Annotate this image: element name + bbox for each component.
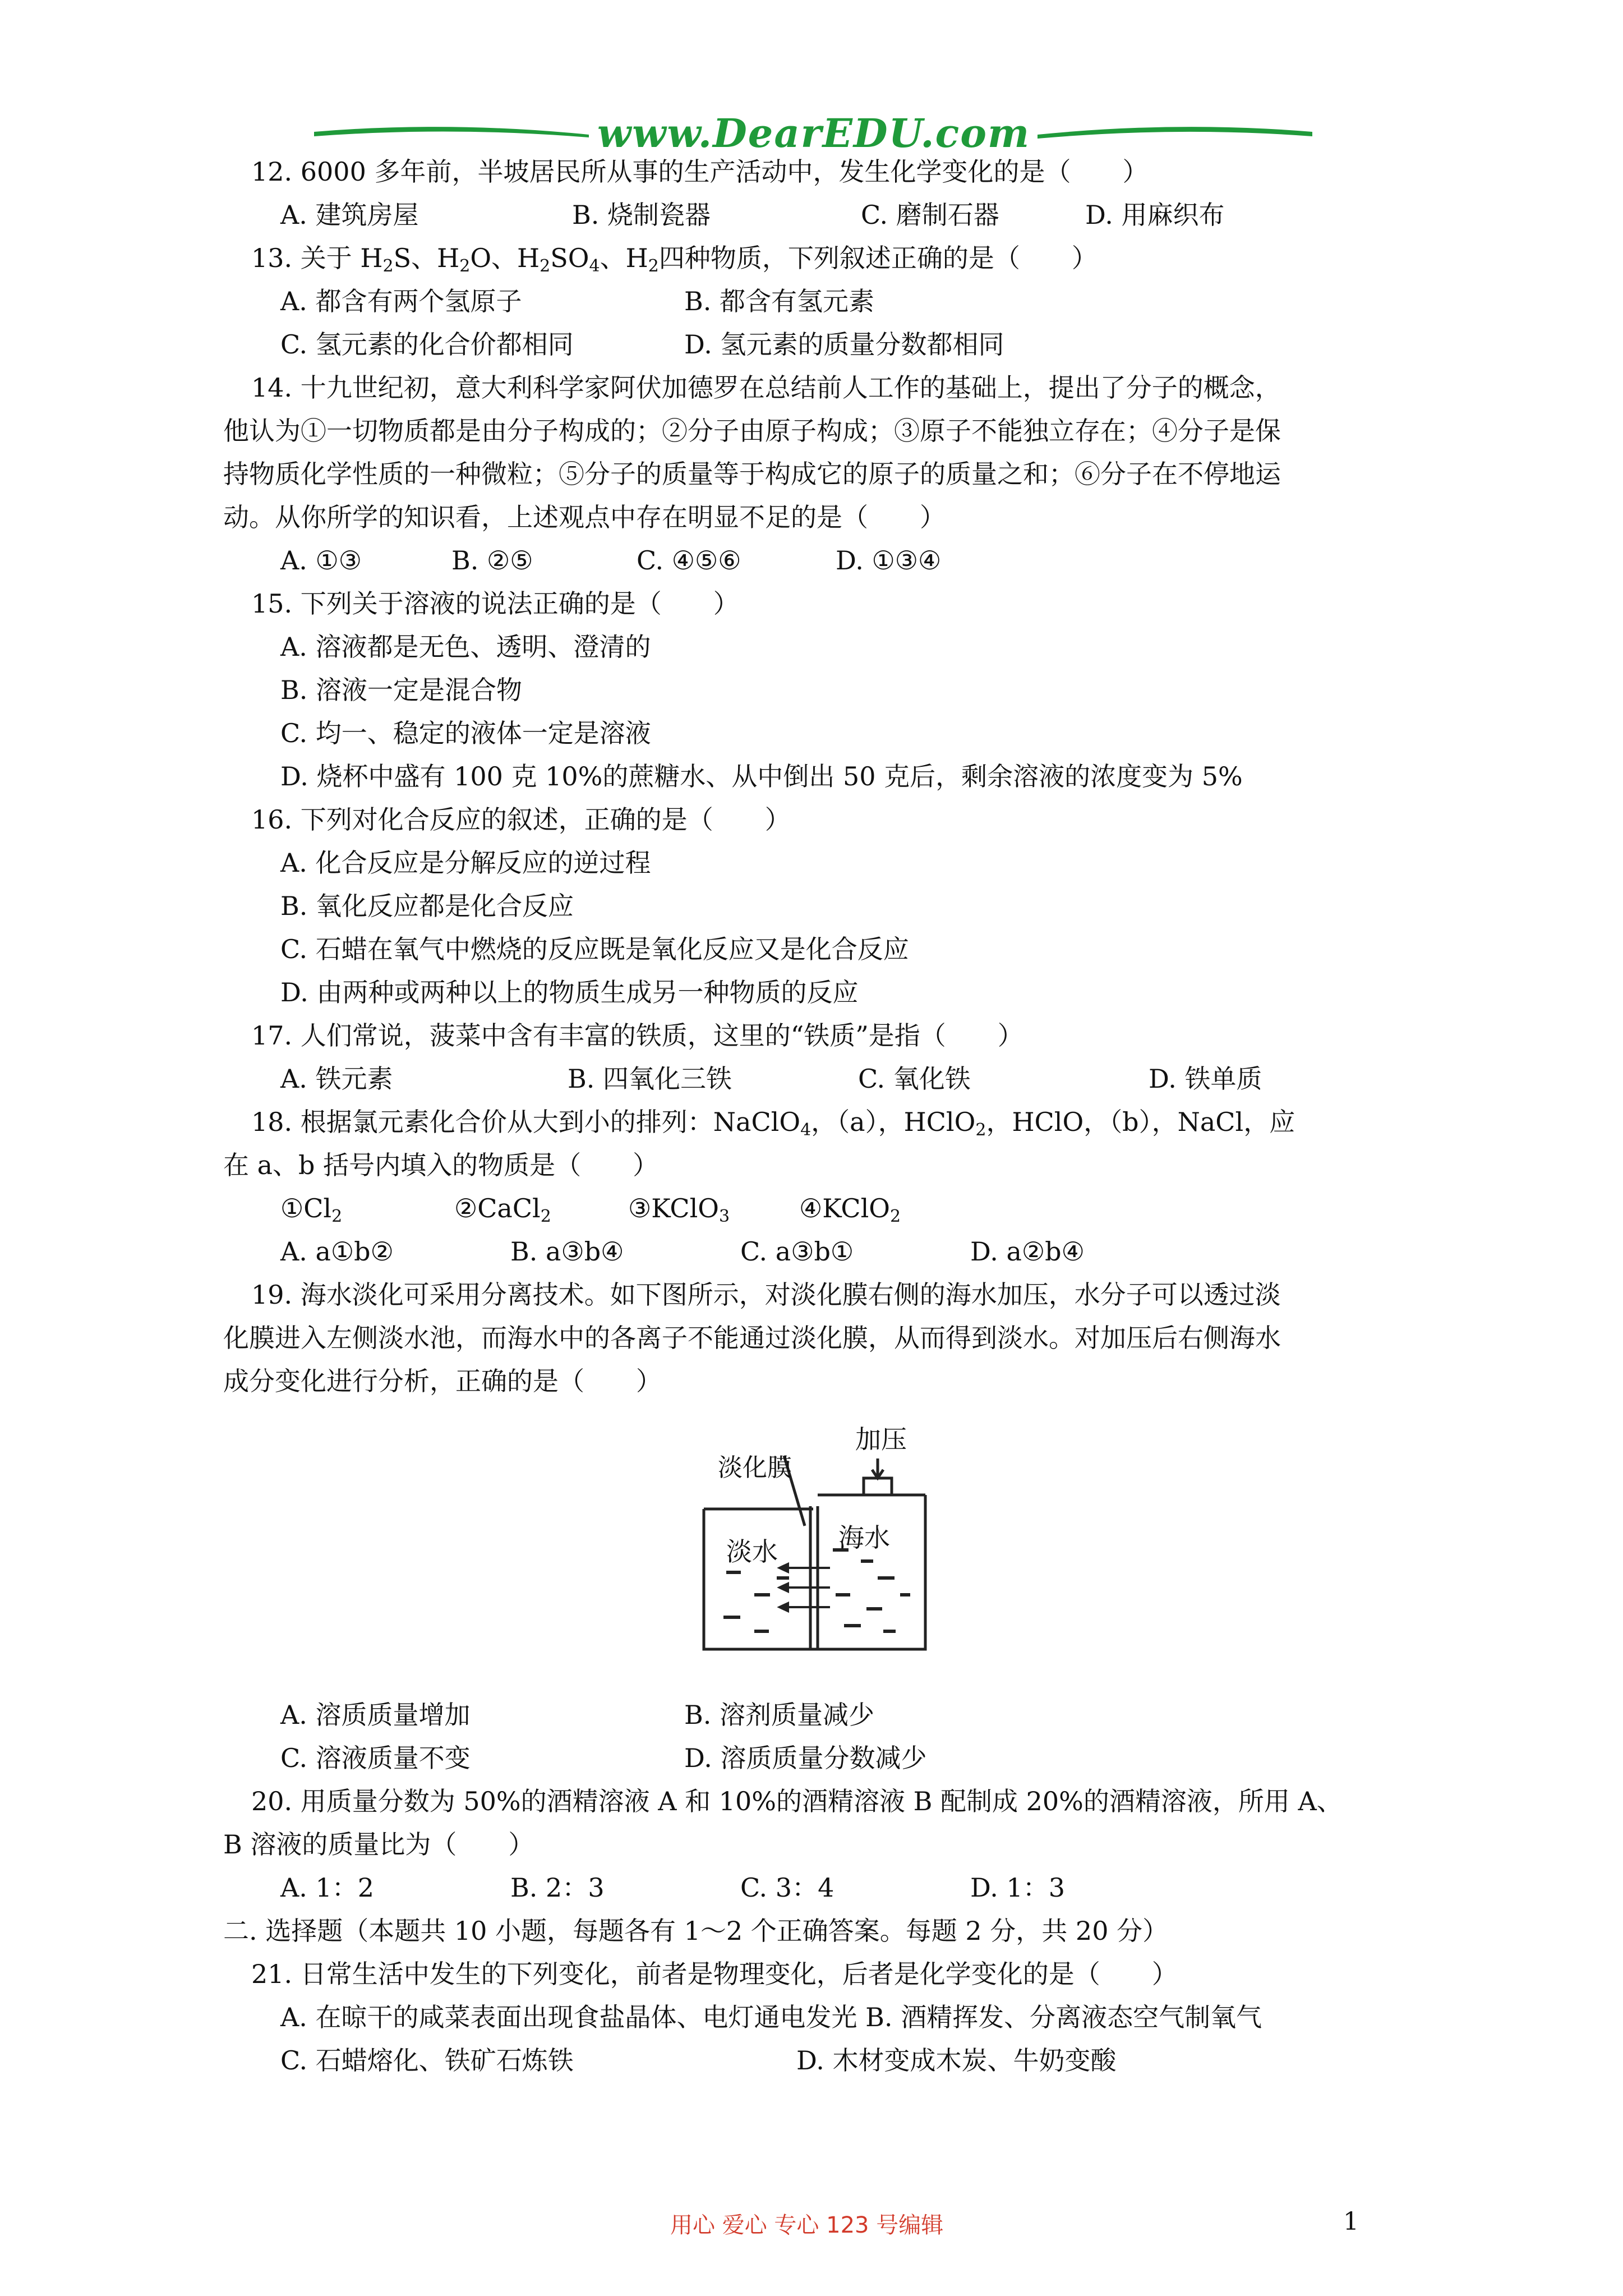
q17-stem: 17. 人们常说，菠菜中含有丰富的铁质，这里的“铁质”是指（ ） bbox=[251, 1020, 1023, 1051]
q15-stem: 15. 下列关于溶液的说法正确的是（ ） bbox=[251, 588, 739, 619]
site-title[interactable]: www.DearEDU.com bbox=[597, 110, 1031, 157]
q20-line-1: 20. 用质量分数为 50%的酒精溶液 A 和 10%的酒精溶液 B 配制成 20%的酒精溶液，所用 A、 bbox=[251, 1786, 1343, 1816]
q19-opt-d: D. 溶质质量分数减少 bbox=[684, 1743, 927, 1773]
q18-opt-c: C. a③b① bbox=[740, 1236, 854, 1267]
q21-stem: 21. 日常生活中发生的下列变化，前者是物理变化，后者是化学变化的是（ ） bbox=[251, 1959, 1178, 1989]
q18-sub-4: ④KClO$_2$ bbox=[799, 1193, 901, 1226]
q15-opt-b: B. 溶液一定是混合物 bbox=[280, 675, 523, 705]
q18-line-1: 18. 根据氯元素化合价从大到小的排列：NaClO$_4$，（a），HClO$_2$，HClO，（b），NaCl，应 bbox=[251, 1107, 1295, 1140]
q14-line-4: 动。从你所学的知识看，上述观点中存在明显不足的是（ ） bbox=[223, 502, 946, 532]
q12-opt-c: C. 磨制石器 bbox=[861, 200, 999, 230]
q17-opt-b: B. 四氧化三铁 bbox=[568, 1064, 732, 1094]
q12-opt-b: B. 烧制瓷器 bbox=[572, 200, 711, 230]
q13-opt-d: D. 氢元素的质量分数都相同 bbox=[684, 329, 1004, 360]
q18-line-2: 在 a、b 括号内填入的物质是（ ） bbox=[223, 1150, 659, 1180]
q16-opt-a: A. 化合反应是分解反应的逆过程 bbox=[280, 848, 651, 878]
q13-opt-b: B. 都含有氢元素 bbox=[684, 286, 875, 316]
q17-opt-d: D. 铁单质 bbox=[1149, 1064, 1262, 1094]
q14-opt-c: C. ④⑤⑥ bbox=[637, 545, 741, 576]
q19-line-1: 19. 海水淡化可采用分离技术。如下图所示，对淡化膜右侧的海水加压，水分子可以透过淡 bbox=[251, 1280, 1281, 1310]
page-number: 1 bbox=[1343, 2207, 1359, 2236]
q18-sub-2: ②CaCl$_2$ bbox=[454, 1193, 551, 1226]
q18-opt-a: A. a①b② bbox=[280, 1236, 394, 1267]
q16-stem: 16. 下列对化合反应的叙述，正确的是（ ） bbox=[251, 804, 791, 835]
q20-opt-b: B. 2：3 bbox=[510, 1872, 605, 1903]
q19-line-2: 化膜进入左侧淡水池，而海水中的各离子不能通过淡化膜，从而得到淡水。对加压后右侧海水 bbox=[223, 1323, 1281, 1353]
q14-line-3: 持物质化学性质的一种微粒；⑤分子的质量等于构成它的原子的质量之和；⑥分子在不停地运 bbox=[223, 459, 1281, 489]
q15-opt-c: C. 均一、稳定的液体一定是溶液 bbox=[280, 718, 651, 748]
q12-opt-d: D. 用麻织布 bbox=[1085, 200, 1225, 230]
q18-opt-b: B. a③b④ bbox=[510, 1236, 624, 1267]
q21-opt-ab: A. 在晾干的咸菜表面出现食盐晶体、电灯通电发光 B. 酒精挥发、分离液态空气制氧气 bbox=[280, 2002, 1262, 2032]
q19-opt-c: C. 溶液质量不变 bbox=[280, 1743, 471, 1773]
fig-label-pressure: 加压 bbox=[855, 1424, 907, 1455]
fig-label-fresh: 淡水 bbox=[726, 1536, 778, 1567]
q21-opt-d: D. 木材变成木炭、牛奶变酸 bbox=[796, 2045, 1117, 2076]
section-2-title: 二. 选择题（本题共 10 小题，每题各有 1～2 个正确答案。每题 2 分，共 20 分） bbox=[223, 1916, 1169, 1946]
q20-opt-d: D. 1：3 bbox=[970, 1872, 1066, 1903]
q20-opt-c: C. 3：4 bbox=[740, 1872, 834, 1903]
q13-opt-a: A. 都含有两个氢原子 bbox=[280, 286, 522, 316]
q12-stem: 12. 6000 多年前，半坡居民所从事的生产活动中，发生化学变化的是（ ） bbox=[251, 157, 1149, 187]
q16-opt-d: D. 由两种或两种以上的物质生成另一种物质的反应 bbox=[280, 977, 859, 1007]
q13-opt-c: C. 氢元素的化合价都相同 bbox=[280, 329, 574, 360]
q18-sub-1: $①Cl_2$ bbox=[280, 1193, 343, 1226]
q18-sub-3: ③KClO$_3$ bbox=[628, 1193, 730, 1226]
q12-opt-a: A. 建筑房屋 bbox=[280, 200, 419, 230]
footer-note: 用心 爱心 专心 123 号编辑 bbox=[670, 2212, 944, 2238]
q14-line-2: 他认为①一切物质都是由分子构成的；②分子由原子构成；③原子不能独立存在；④分子是保 bbox=[223, 416, 1281, 446]
q16-opt-b: B. 氧化反应都是化合反应 bbox=[280, 891, 574, 921]
q14-opt-d: D. ①③④ bbox=[836, 545, 942, 576]
desalination-figure bbox=[693, 1408, 956, 1655]
q21-opt-c: C. 石蜡熔化、铁矿石炼铁 bbox=[280, 2045, 574, 2076]
q14-line-1: 14. 十九世纪初，意大利科学家阿伏加德罗在总结前人工作的基础上，提出了分子的概念， bbox=[251, 372, 1281, 403]
q18-opt-d: D. a②b④ bbox=[970, 1236, 1085, 1267]
q19-opt-a: A. 溶质质量增加 bbox=[280, 1700, 471, 1730]
q19-opt-b: B. 溶剂质量减少 bbox=[684, 1700, 875, 1730]
q17-opt-c: C. 氧化铁 bbox=[858, 1064, 971, 1094]
q20-opt-a: A. 1：2 bbox=[280, 1872, 374, 1903]
q14-opt-a: A. ①③ bbox=[280, 545, 362, 576]
q15-opt-a: A. 溶液都是无色、透明、澄清的 bbox=[280, 632, 651, 662]
q14-opt-b: B. ②⑤ bbox=[451, 545, 533, 576]
q13-stem: 13. 关于 $H_2S$、$H_2O$、$H_2SO_4$、$H_2$四种物质，下列叙述正确的是（ ） bbox=[251, 243, 1098, 276]
q16-opt-c: C. 石蜡在氧气中燃烧的反应既是氧化反应又是化合反应 bbox=[280, 934, 909, 964]
fig-label-sea: 海水 bbox=[838, 1522, 890, 1553]
q19-line-3: 成分变化进行分析，正确的是（ ） bbox=[223, 1366, 662, 1396]
q15-opt-d: D. 烧杯中盛有 100 克 10%的蔗糖水、从中倒出 50 克后，剩余溶液的浓度变为 5% bbox=[280, 761, 1243, 792]
q17-opt-a: A. 铁元素 bbox=[280, 1064, 393, 1094]
q20-line-2: B 溶液的质量比为（ ） bbox=[223, 1829, 534, 1860]
fig-label-membrane: 淡化膜 bbox=[718, 1453, 792, 1482]
